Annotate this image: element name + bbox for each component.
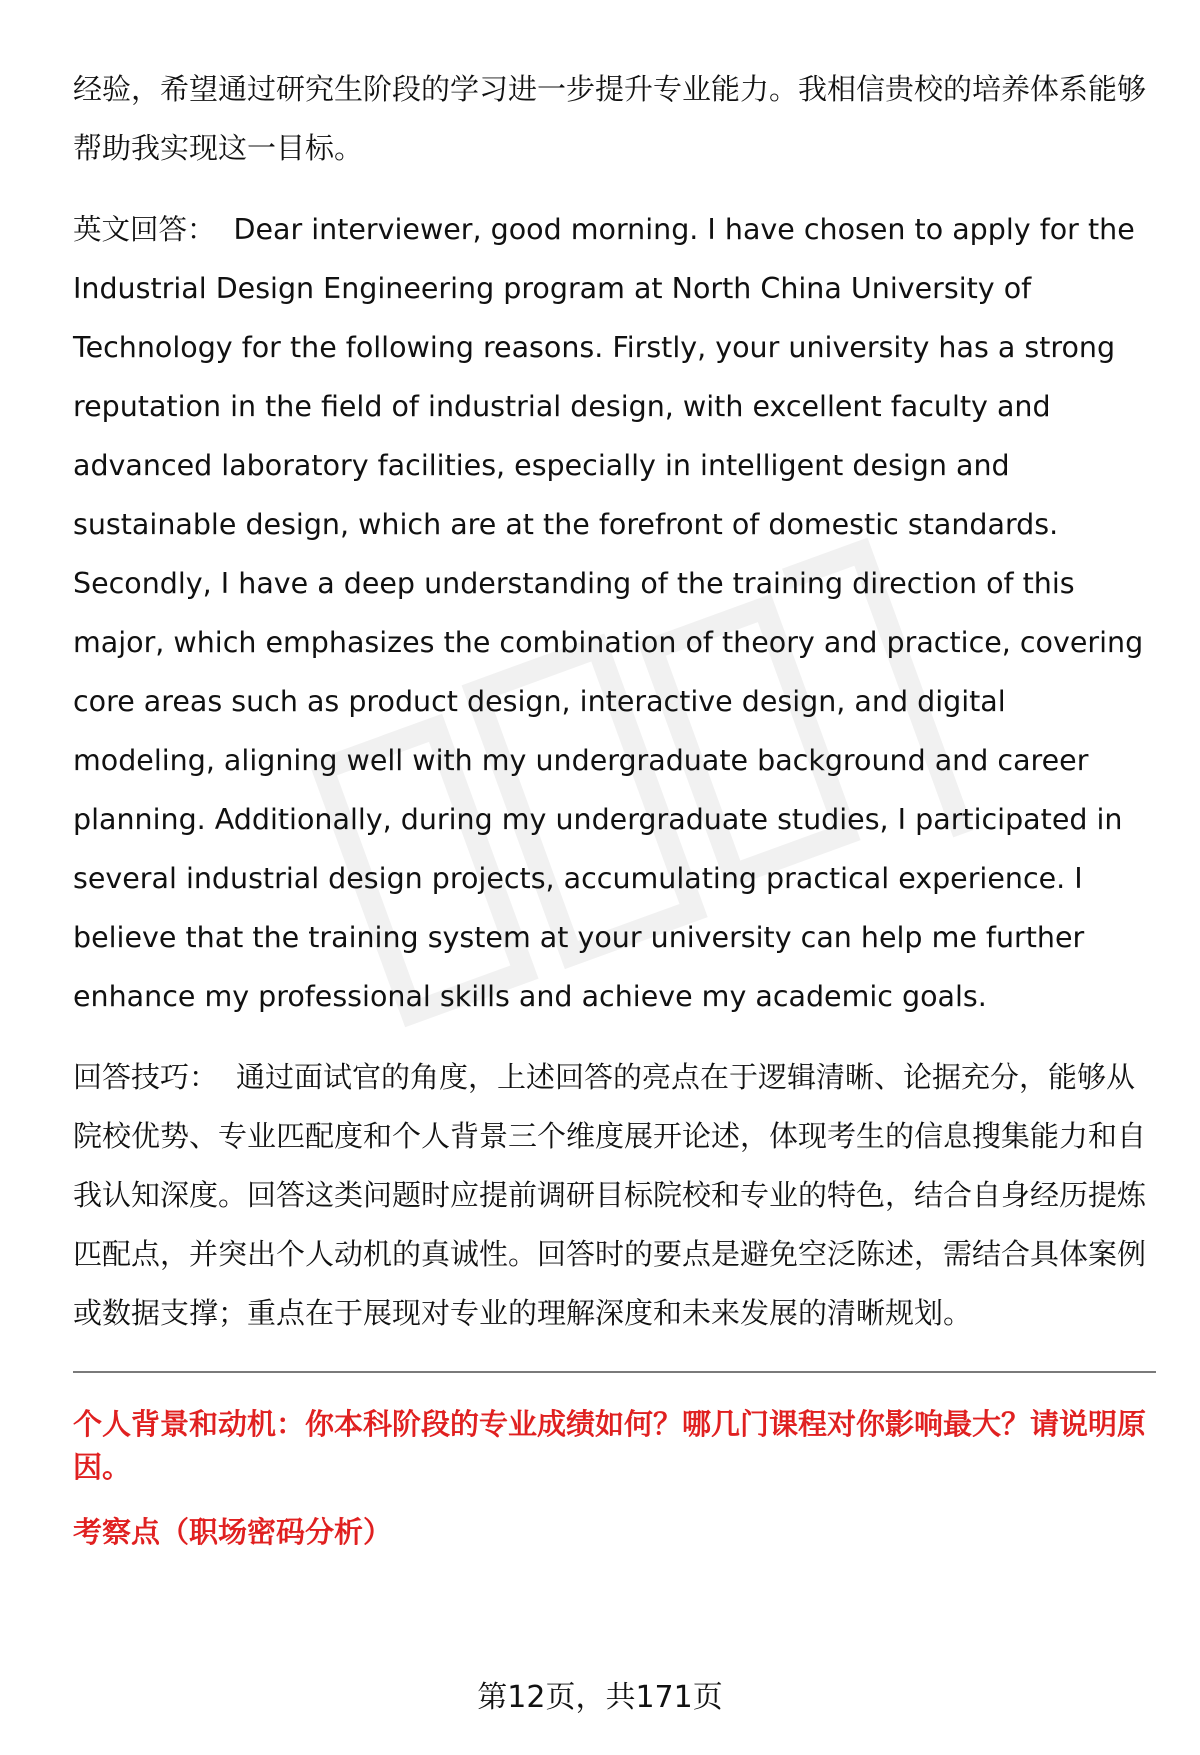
intro-continuation: 经验，希望通过研究生阶段的学习进一步提升专业能力。我相信贵校的培养体系能够帮助我实现这一目标。 [73,72,1147,165]
answer-tips-label: 回答技巧： [73,1060,219,1094]
next-question-subheading: 考察点（职场密码分析） [73,1515,393,1549]
document-page [73,60,1153,1554]
answer-tips-text: 通过面试官的角度，上述回答的亮点在于逻辑清晰、论据充分，能够从院校优势、专业匹配度和个人背景三个维度展开论述，体现考生的信息搜集能力和自我认知深度。回答这类问题时应提前调研目标院校和专业的特色，结合自身经历提炼匹配点，并突出个人动机的真诚性。回答时的要点是避免空泛陈述，需结合具体案例或数据支撑；重点在于展现对专业的理解深度和未来发展的清晰规划。 [73,1060,1147,1330]
page-footer: 第12页，共171页 [477,1680,723,1715]
english-answer [73,200,1153,1026]
next-question-heading: 个人背景和动机：你本科阶段的专业成绩如何？哪几门课程对你影响最大？请说明原因。 [73,1407,1147,1484]
section-divider [73,1371,1156,1373]
answer-tips [73,1048,1153,1343]
english-answer-label: 英文回答： [73,213,216,246]
english-answer-text: Dear interviewer, good morning. I have chosen to apply for the Industrial Design Engineering program at North China University of Technology for the following reasons. Firstly, your university has a strong reputation in the field of industrial design, with excellent faculty and advanced laboratory facilities, especially in intelligent design and sustainable design, which are at the forefront of domestic standards. Secondly, I have a deep understanding of the training direction of this major, which emphasizes the combination of theory and practice, covering core areas such as product design, interactive design, and digital modeling, aligning well with my undergraduate background and career planning. Additionally, during my undergraduate studies, I participated in several industrial design projects, accumulating practical experience. I believe that the training system at your university can help me further enhance my professional skills and achieve my academic goals. [73,213,1144,1013]
